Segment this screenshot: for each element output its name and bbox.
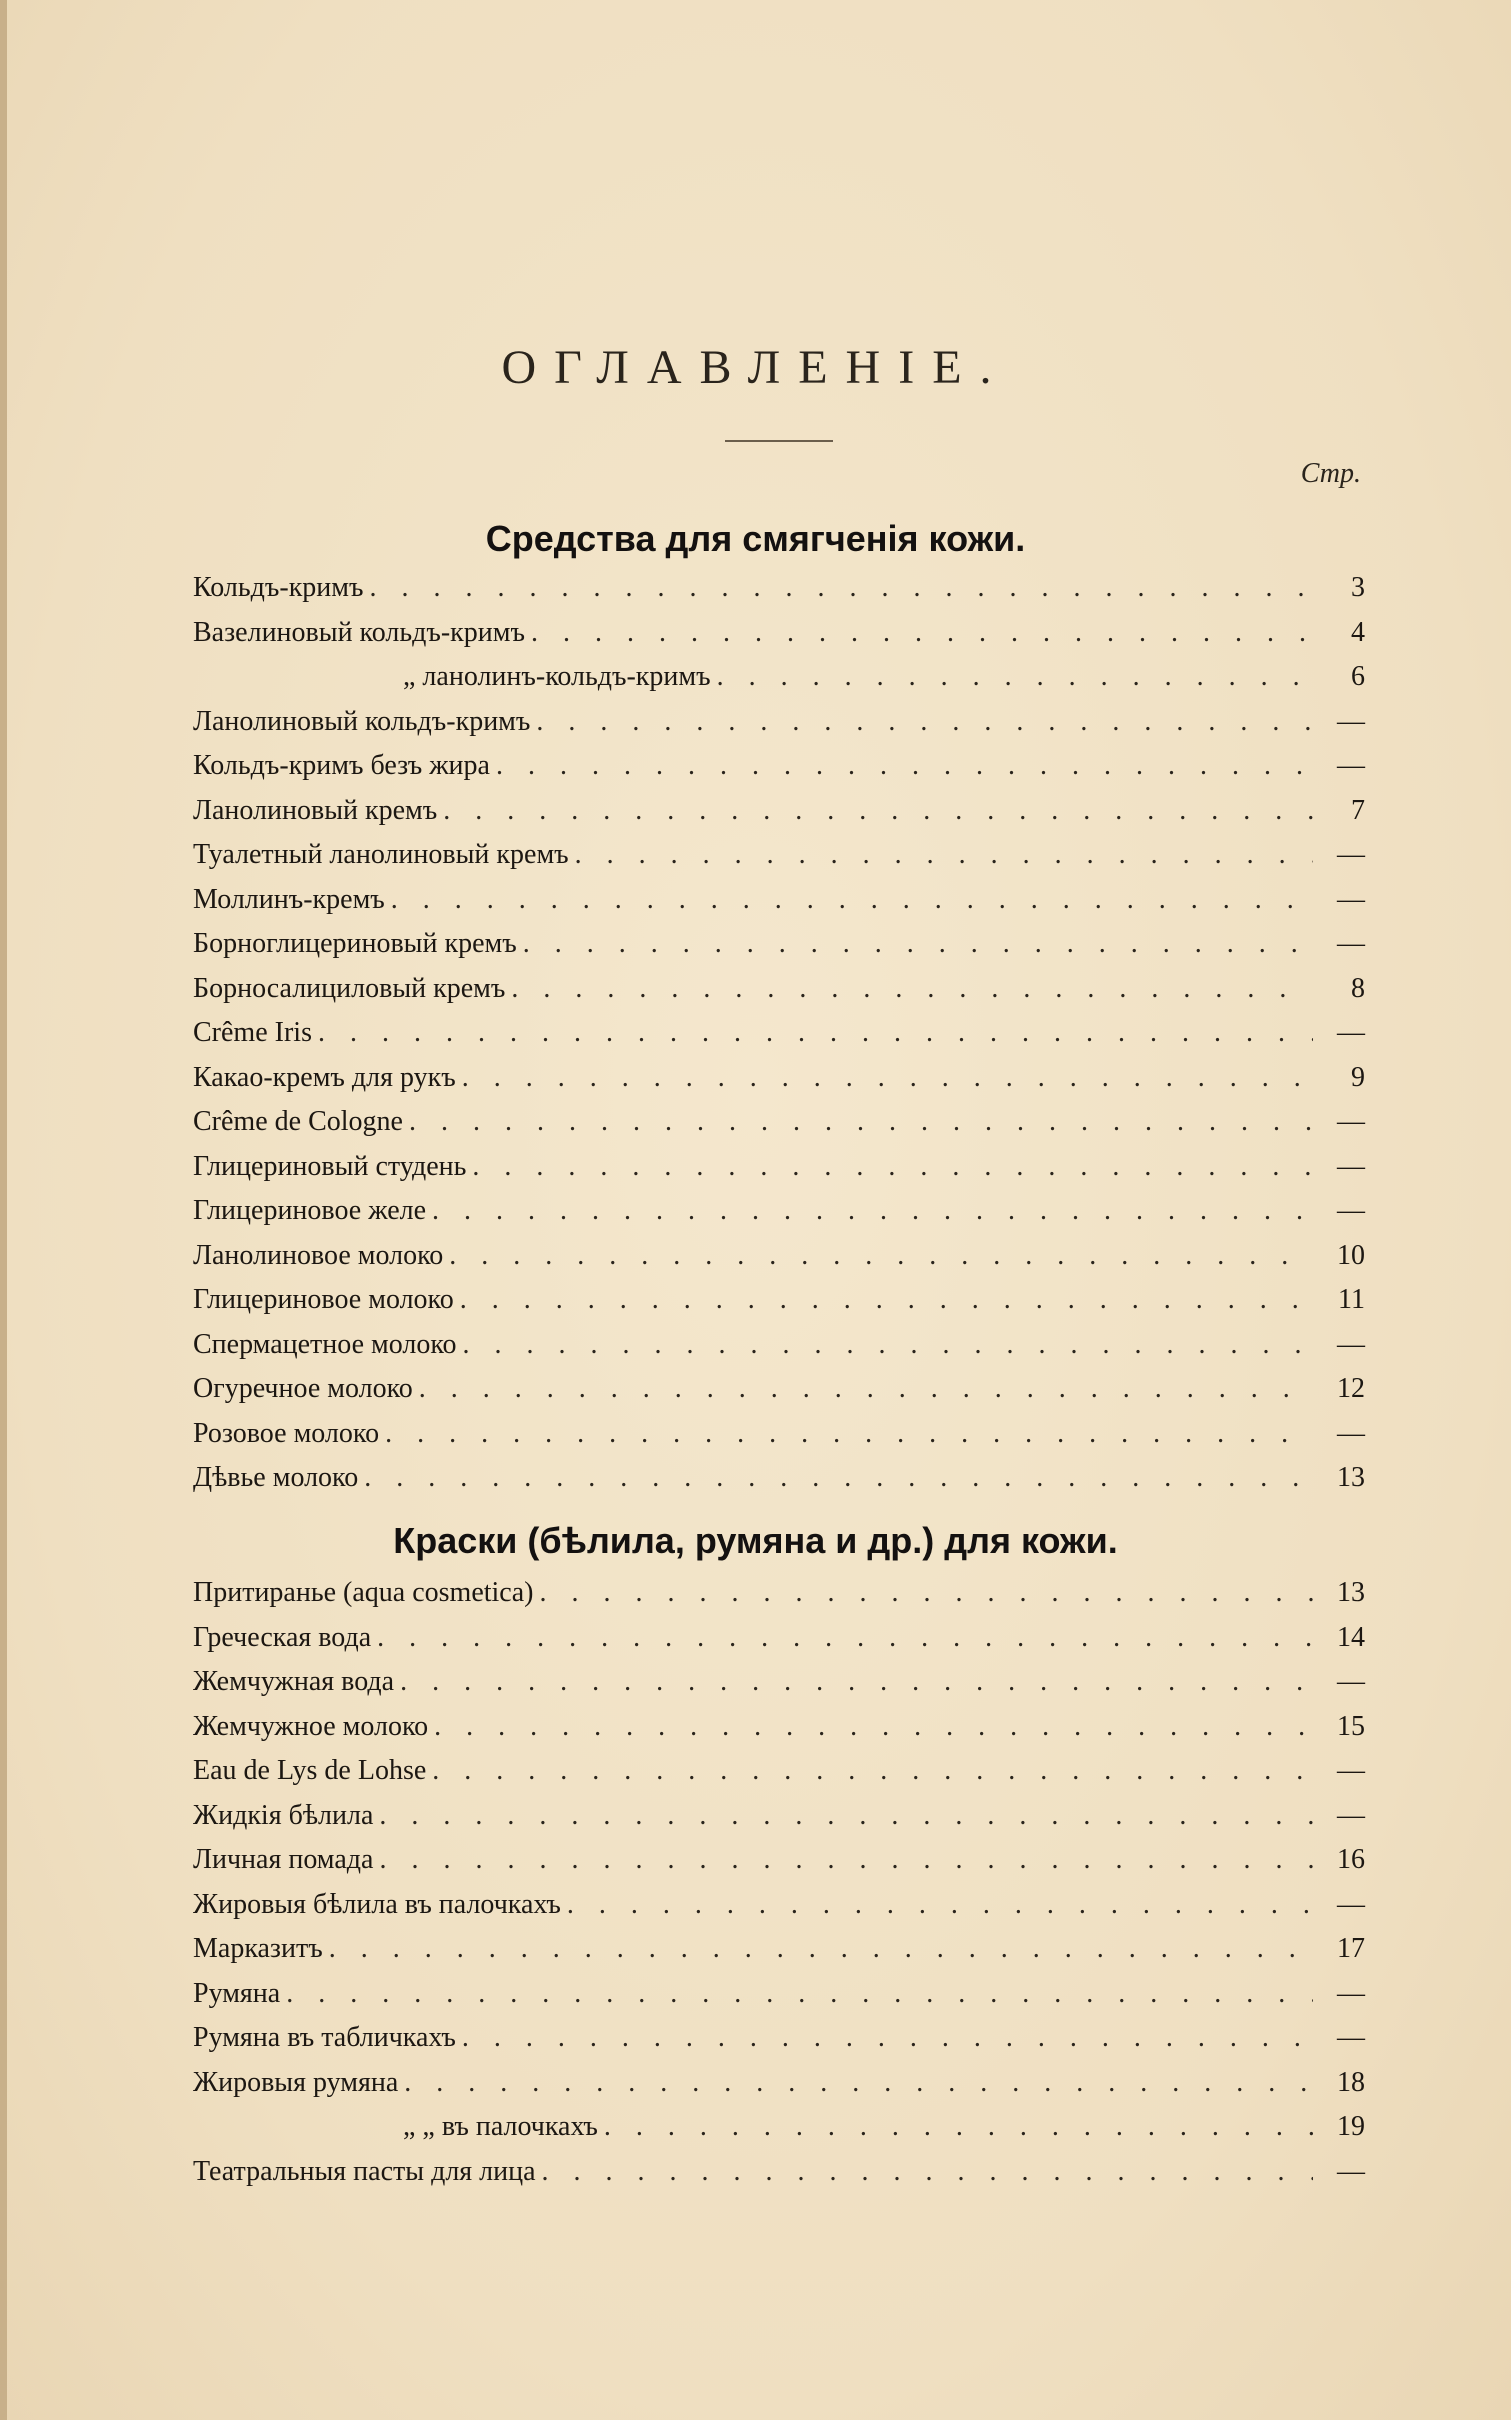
toc-entry-title: Eau de Lys de Lohse xyxy=(193,1755,427,1786)
toc-entry-page: 18 xyxy=(1337,2066,1365,2098)
dot-leader xyxy=(462,2022,1313,2056)
toc-entry-title: Греческая вода xyxy=(193,1621,372,1653)
toc-entry-title: Жировыя бѣлила въ палочкахъ xyxy=(193,1888,561,1920)
toc-entry-title: Вазелиновый кольдъ-кримъ xyxy=(193,616,525,648)
dot-leader xyxy=(419,1373,1313,1407)
dot-leader xyxy=(443,795,1313,829)
dot-leader xyxy=(717,661,1313,695)
toc-entry-title: Кольдъ-кримъ безъ жира xyxy=(193,750,490,781)
toc-entry xyxy=(193,839,1365,884)
toc-entry-page: 3 xyxy=(1351,572,1365,603)
dot-leader xyxy=(379,1800,1313,1834)
toc-entry xyxy=(193,1240,1365,1285)
toc-entry-page: — xyxy=(1337,1150,1365,1182)
toc-entry-title: Какао-кремъ для рукъ xyxy=(193,1061,456,1093)
toc-entry-title: Туалетный ланолиновый кремъ xyxy=(193,839,569,870)
toc-entry xyxy=(193,1195,1365,1240)
dot-leader xyxy=(567,1889,1313,1923)
toc-entry xyxy=(193,706,1365,751)
dot-leader xyxy=(575,839,1313,873)
toc-entry-title: Ланолиновый кольдъ-кримъ xyxy=(193,705,531,737)
dot-leader xyxy=(329,1933,1313,1967)
toc-entry xyxy=(193,2067,1365,2112)
toc-entry-title: Борноглицериновый кремъ xyxy=(193,928,517,959)
toc-entry xyxy=(193,2156,1365,2201)
toc-entry-title: Огуречное молоко xyxy=(193,1373,413,1404)
dot-leader xyxy=(432,1195,1313,1229)
dot-leader xyxy=(604,2111,1313,2145)
toc-entry-page: — xyxy=(1337,705,1365,737)
toc-entry xyxy=(193,973,1365,1018)
toc-entry xyxy=(193,1017,1365,1062)
dot-leader xyxy=(318,1017,1313,1051)
toc-entry xyxy=(193,1284,1365,1329)
dot-leader xyxy=(364,1462,1313,1496)
toc-entry xyxy=(193,1462,1365,1507)
toc-entry xyxy=(193,1106,1365,1151)
toc-entry xyxy=(193,2111,1365,2156)
toc-entry-page: — xyxy=(1337,1888,1365,1920)
dot-leader xyxy=(539,1577,1313,1611)
toc-entry-page: 11 xyxy=(1338,1284,1365,1315)
toc-entry-page: — xyxy=(1337,1755,1365,1786)
toc-entry xyxy=(193,1151,1365,1196)
toc-entry xyxy=(193,1844,1365,1889)
toc-entry xyxy=(193,1418,1365,1463)
toc-entry-page: — xyxy=(1337,2155,1365,2187)
toc-entry-title: Жемчужное молоко xyxy=(193,1710,429,1742)
toc-entry-title: Марказитъ xyxy=(193,1933,323,1964)
dot-leader xyxy=(385,1418,1313,1452)
toc-entry-page: 7 xyxy=(1351,794,1365,826)
toc-entry xyxy=(193,661,1365,706)
toc-entry-page: — xyxy=(1337,1417,1365,1449)
title-divider xyxy=(725,440,833,442)
toc-entry-page: 10 xyxy=(1337,1239,1365,1271)
toc-entry-title: Глицериновый студень xyxy=(193,1150,467,1182)
dot-leader xyxy=(370,572,1314,606)
dot-leader xyxy=(400,1666,1313,1700)
toc-entry-page: — xyxy=(1337,883,1365,915)
toc-entry-page: 19 xyxy=(1337,2111,1365,2142)
toc-entry xyxy=(193,1329,1365,1374)
toc-entry-title: Жемчужная вода xyxy=(193,1666,395,1697)
toc-entry xyxy=(193,1622,1365,1667)
toc-entry xyxy=(193,884,1365,929)
toc-entry xyxy=(193,795,1365,840)
toc-entry-page: — xyxy=(1337,1195,1365,1226)
toc-entry-page: — xyxy=(1337,839,1365,870)
toc-entry-title: Ланолиновый кремъ xyxy=(193,794,438,826)
toc-entry-title: Личная помада xyxy=(193,1844,374,1875)
toc-entry-page: — xyxy=(1337,928,1365,959)
dot-leader xyxy=(379,1844,1313,1878)
toc-entry xyxy=(193,1800,1365,1845)
toc-entry xyxy=(193,1755,1365,1800)
toc-entry-title: Румяна въ табличкахъ xyxy=(193,2022,456,2053)
toc-entry-page: 13 xyxy=(1337,1577,1365,1608)
toc-entry-page: 9 xyxy=(1351,1061,1365,1093)
toc-entry-page: 13 xyxy=(1337,1462,1365,1493)
dot-leader xyxy=(523,928,1313,962)
toc-entry-page: — xyxy=(1337,1666,1365,1697)
dot-leader xyxy=(462,1062,1313,1096)
dot-leader xyxy=(391,884,1313,918)
toc-entry-title: Жировыя румяна xyxy=(193,2066,399,2098)
toc-entry-title: Розовое молоко xyxy=(193,1417,380,1449)
toc-entry-title: Глицериновое желе xyxy=(193,1195,427,1226)
section-heading-2: Краски (бѣлила, румяна и др.) для кожи. xyxy=(393,1520,1118,1561)
dot-leader xyxy=(496,750,1313,784)
dot-leader xyxy=(531,617,1313,651)
toc-entry-page: — xyxy=(1337,2022,1365,2053)
toc-entry xyxy=(193,1577,1365,1622)
toc-entry-page: 12 xyxy=(1337,1373,1365,1404)
toc-entry xyxy=(193,2022,1365,2067)
dot-leader xyxy=(377,1622,1313,1656)
toc-entry xyxy=(193,1666,1365,1711)
toc-entry-title: „ „ въ палочкахъ xyxy=(403,2111,598,2142)
toc-entry-page: 8 xyxy=(1351,972,1365,1004)
toc-entry-title: Crême de Cologne xyxy=(193,1106,403,1137)
toc-entry-page: — xyxy=(1337,1017,1365,1048)
toc-entry-title: Спермацетное молоко xyxy=(193,1328,457,1360)
toc-entry-page: — xyxy=(1337,1106,1365,1137)
toc-entry-title: Театральныя пасты для лица xyxy=(193,2155,536,2187)
dot-leader xyxy=(432,1755,1313,1789)
toc-entry xyxy=(193,1711,1365,1756)
toc-entry xyxy=(193,1062,1365,1107)
toc-entry-page: 14 xyxy=(1337,1621,1365,1653)
toc-entry-title: Crême Iris xyxy=(193,1017,312,1048)
toc-entry xyxy=(193,1933,1365,1978)
dot-leader xyxy=(460,1284,1313,1318)
toc-entry-title: Дѣвье молоко xyxy=(193,1462,359,1493)
toc-entry-page: 16 xyxy=(1337,1844,1365,1875)
page-title: ОГЛАВЛЕНIЕ. xyxy=(501,341,1010,394)
toc-entry xyxy=(193,1373,1365,1418)
dot-leader xyxy=(542,2156,1313,2190)
toc-entry-page: — xyxy=(1337,1977,1365,2009)
toc-entry xyxy=(193,750,1365,795)
toc-entry xyxy=(193,572,1365,617)
toc-entry-page: — xyxy=(1337,1799,1365,1831)
dot-leader xyxy=(472,1151,1313,1185)
toc-entry-title: Жидкiя бѣлила xyxy=(193,1799,374,1831)
toc-entry-title: Ланолиновое молоко xyxy=(193,1239,444,1271)
dot-leader xyxy=(404,2067,1313,2101)
toc-entry-page: 6 xyxy=(1351,661,1365,692)
toc-entry-title: Глицериновое молоко xyxy=(193,1284,454,1315)
toc-entry-title: Борносалициловый кремъ xyxy=(193,972,506,1004)
dot-leader xyxy=(536,706,1313,740)
toc-entry xyxy=(193,1978,1365,2023)
dot-leader xyxy=(463,1329,1313,1363)
toc-entry-title: Румяна xyxy=(193,1977,281,2009)
toc-entry-title: „ ланолинъ-кольдъ-кримъ xyxy=(403,661,711,692)
toc-entry-page: 15 xyxy=(1337,1710,1365,1742)
dot-leader xyxy=(434,1711,1313,1745)
dot-leader xyxy=(286,1978,1313,2012)
toc-entry xyxy=(193,1889,1365,1934)
section-heading-1: Средства для смягченiя кожи. xyxy=(485,518,1026,559)
toc-entry-title: Притиранье (aqua cosmetica) xyxy=(193,1577,534,1608)
toc-entry xyxy=(193,928,1365,973)
toc-list-2 xyxy=(193,1577,1365,2200)
toc-entry-title: Кольдъ-кримъ xyxy=(193,572,364,603)
dot-leader xyxy=(511,973,1313,1007)
toc-entry-title: Моллинъ-кремъ xyxy=(193,883,385,915)
toc-entry-page: — xyxy=(1337,1328,1365,1360)
toc-list-1 xyxy=(193,572,1365,1507)
dot-leader xyxy=(409,1106,1313,1140)
toc-entry-page: — xyxy=(1337,750,1365,781)
toc-entry xyxy=(193,617,1365,662)
dot-leader xyxy=(449,1240,1313,1274)
toc-entry-page: 4 xyxy=(1351,616,1365,648)
toc-entry-page: 17 xyxy=(1337,1933,1365,1964)
page-column-label: Стр. xyxy=(1300,458,1361,489)
